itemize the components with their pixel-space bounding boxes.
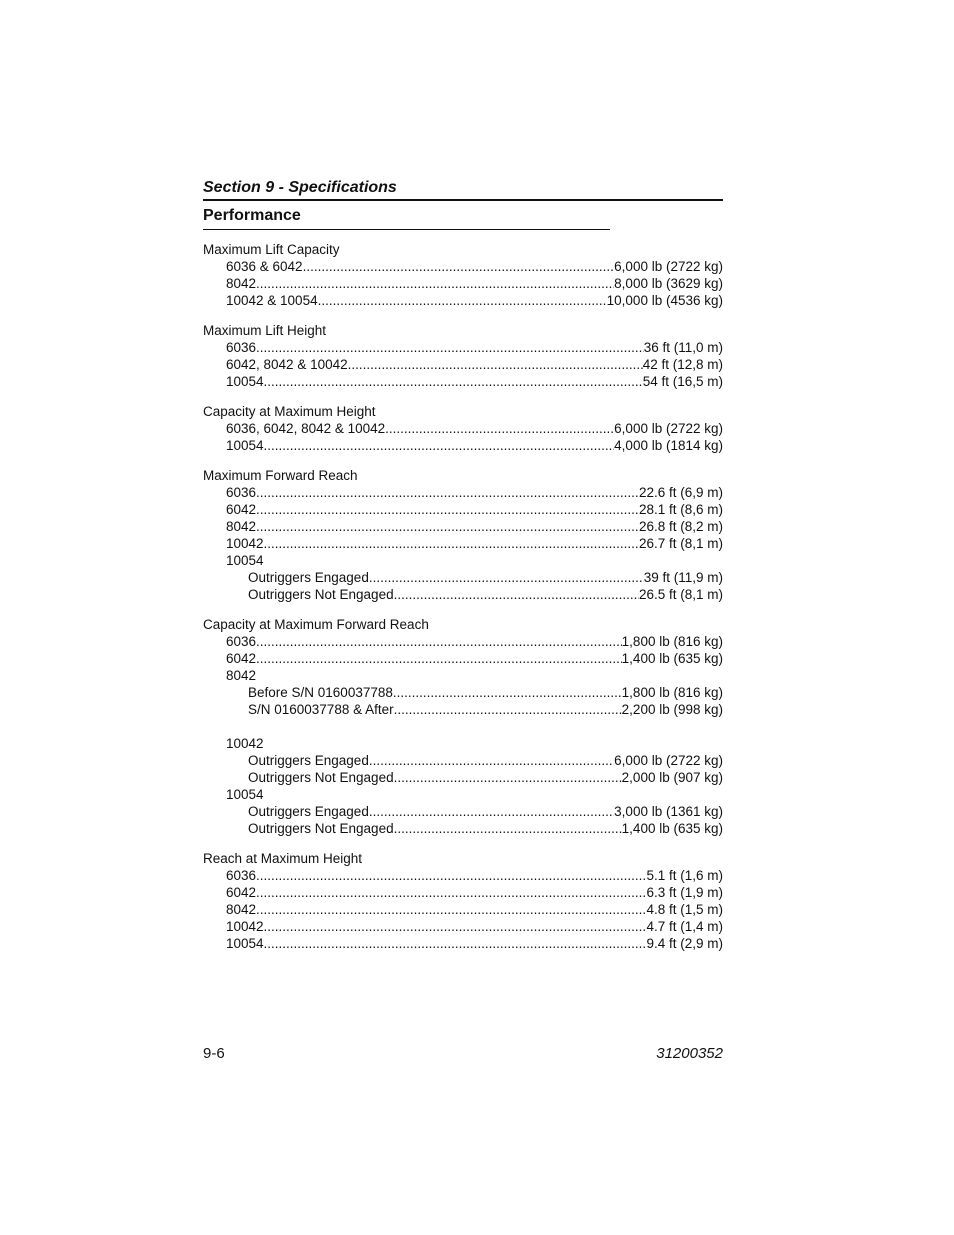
- spec-group-max-forward-reach: [203, 467, 723, 603]
- dot-leader: [303, 258, 615, 275]
- dot-leader: [348, 356, 643, 373]
- dot-leader: [264, 535, 639, 552]
- subsection-title: Performance: [203, 207, 301, 224]
- spec-label: Outriggers Not Engaged: [248, 587, 394, 602]
- model-heading: 8042: [226, 668, 257, 683]
- spec-row: [203, 884, 723, 901]
- spec-label: 6042, 8042 & 10042: [226, 357, 348, 372]
- spec-group-max-lift-capacity: [203, 241, 723, 309]
- group-heading: Maximum Forward Reach: [203, 468, 358, 483]
- dot-leader: [256, 901, 646, 918]
- spec-value: 54 ft (16,5 m): [642, 374, 723, 389]
- spec-label: 10042: [226, 919, 264, 934]
- spec-label: 6036: [226, 634, 257, 649]
- group-heading: Maximum Lift Height: [203, 323, 327, 338]
- spec-row: [203, 420, 723, 437]
- dot-leader: [394, 769, 622, 786]
- spec-label: Before S/N 0160037788: [248, 685, 393, 700]
- spec-label: 6036: [226, 340, 257, 355]
- spec-value: 36 ft (11,0 m): [643, 340, 723, 355]
- spec-value: 26.8 ft (8,2 m): [638, 519, 723, 534]
- document-page: [203, 177, 723, 965]
- spec-row: [203, 356, 723, 373]
- spec-label: Outriggers Not Engaged: [248, 821, 394, 836]
- spec-label: 6042: [226, 651, 257, 666]
- spec-label: 8042: [226, 276, 257, 291]
- spec-label: 10042: [226, 536, 264, 551]
- spec-label: 6036 & 6042: [226, 259, 303, 274]
- dot-leader: [393, 684, 622, 701]
- spec-label: Outriggers Engaged: [248, 753, 369, 768]
- dot-leader: [394, 701, 622, 718]
- dot-leader: [394, 586, 639, 603]
- spec-value: 42 ft (12,8 m): [642, 357, 723, 372]
- spec-row: [203, 501, 723, 518]
- spec-label: S/N 0160037788 & After: [248, 702, 394, 717]
- subsection-rule: [203, 229, 610, 230]
- spec-value: 2,200 lb (998 kg): [621, 702, 723, 717]
- spec-label: 6036: [226, 868, 257, 883]
- spec-row: [203, 918, 723, 935]
- spec-label: 6042: [226, 885, 257, 900]
- spec-label: 10054: [226, 374, 264, 389]
- dot-leader: [256, 275, 614, 292]
- spec-value: 4,000 lb (1814 kg): [614, 438, 723, 453]
- spacer: [203, 718, 723, 735]
- spec-row: [203, 935, 723, 952]
- page-footer: [203, 1045, 723, 1065]
- spec-label: Outriggers Engaged: [248, 570, 369, 585]
- dot-leader: [264, 935, 647, 952]
- section-rule: [203, 199, 723, 201]
- section-title: Section 9 - Specifications: [203, 179, 397, 196]
- page-number: 9-6: [203, 1045, 225, 1062]
- dot-leader: [264, 373, 643, 390]
- spec-value: 39 ft (11,9 m): [643, 570, 723, 585]
- spec-list: [203, 241, 723, 952]
- spec-value: 22.6 ft (6,9 m): [638, 485, 723, 500]
- spec-value: 5.1 ft (1,6 m): [646, 868, 723, 883]
- spec-row: [203, 292, 723, 309]
- spec-value: 28.1 ft (8,6 m): [638, 502, 723, 517]
- spec-group-reach-at-max-height: [203, 850, 723, 952]
- spec-row: [203, 518, 723, 535]
- spec-group-capacity-at-max-height: [203, 403, 723, 454]
- spec-row: [203, 684, 723, 701]
- dot-leader: [369, 569, 644, 586]
- spec-row: [203, 484, 723, 501]
- spec-row: [203, 650, 723, 667]
- dot-leader: [256, 650, 622, 667]
- group-heading: Capacity at Maximum Forward Reach: [203, 617, 429, 632]
- dot-leader: [394, 820, 622, 837]
- spec-value: 6.3 ft (1,9 m): [646, 885, 723, 900]
- spec-value: 10,000 lb (4536 kg): [606, 293, 723, 308]
- dot-leader: [369, 803, 614, 820]
- spec-label: 6042: [226, 502, 257, 517]
- dot-leader: [256, 633, 622, 650]
- spec-value: 26.7 ft (8,1 m): [638, 536, 723, 551]
- spec-row: [203, 752, 723, 769]
- spec-group-capacity-at-max-forward-reach: [203, 616, 723, 837]
- dot-leader: [256, 867, 646, 884]
- spec-row: [203, 586, 723, 603]
- spec-row: [203, 437, 723, 454]
- dot-leader: [318, 292, 607, 309]
- spec-row: [203, 820, 723, 837]
- spec-row: [203, 535, 723, 552]
- spec-label: 6036: [226, 485, 257, 500]
- spec-value: 4.7 ft (1,4 m): [646, 919, 723, 934]
- dot-leader: [256, 518, 639, 535]
- model-heading: 10054: [226, 787, 264, 802]
- spec-value: 1,400 lb (635 kg): [621, 651, 723, 666]
- model-heading: 10054: [226, 553, 264, 568]
- spec-value: 2,000 lb (907 kg): [621, 770, 723, 785]
- spec-label: 6036, 6042, 8042 & 10042: [226, 421, 386, 436]
- spec-label: Outriggers Engaged: [248, 804, 369, 819]
- spec-value: 4.8 ft (1,5 m): [646, 902, 723, 917]
- spec-value: 3,000 lb (1361 kg): [614, 804, 723, 819]
- spec-value: 9.4 ft (2,9 m): [646, 936, 723, 951]
- dot-leader: [256, 884, 646, 901]
- spec-value: 1,400 lb (635 kg): [621, 821, 723, 836]
- spec-row: [203, 803, 723, 820]
- dot-leader: [264, 918, 647, 935]
- spec-value: 6,000 lb (2722 kg): [614, 259, 723, 274]
- dot-leader: [369, 752, 614, 769]
- spec-row: [203, 258, 723, 275]
- spec-row: [203, 633, 723, 650]
- dot-leader: [256, 339, 644, 356]
- spec-label: 10042 & 10054: [226, 293, 318, 308]
- dot-leader: [385, 420, 614, 437]
- group-heading: Reach at Maximum Height: [203, 851, 363, 866]
- spec-value: 1,800 lb (816 kg): [621, 685, 723, 700]
- spec-label: 10054: [226, 438, 264, 453]
- spec-row: [203, 701, 723, 718]
- spec-label: 8042: [226, 519, 257, 534]
- spec-value: 6,000 lb (2722 kg): [614, 421, 723, 436]
- spec-value: 8,000 lb (3629 kg): [614, 276, 723, 291]
- spec-value: 26.5 ft (8,1 m): [638, 587, 723, 602]
- dot-leader: [256, 484, 639, 501]
- spec-group-max-lift-height: [203, 322, 723, 390]
- group-heading: Capacity at Maximum Height: [203, 404, 376, 419]
- model-heading: 10042: [226, 736, 264, 751]
- spec-label: 10054: [226, 936, 264, 951]
- spec-row: [203, 339, 723, 356]
- dot-leader: [256, 501, 639, 518]
- dot-leader: [264, 437, 615, 454]
- spec-row: [203, 901, 723, 918]
- spec-value: 6,000 lb (2722 kg): [614, 753, 723, 768]
- spec-row: [203, 275, 723, 292]
- spec-label: 8042: [226, 902, 257, 917]
- spec-row: [203, 769, 723, 786]
- spec-value: 1,800 lb (816 kg): [621, 634, 723, 649]
- spec-label: Outriggers Not Engaged: [248, 770, 394, 785]
- document-number: 31200352: [656, 1045, 723, 1062]
- spec-row: [203, 373, 723, 390]
- group-heading: Maximum Lift Capacity: [203, 242, 340, 257]
- spec-row: [203, 569, 723, 586]
- spec-row: [203, 867, 723, 884]
